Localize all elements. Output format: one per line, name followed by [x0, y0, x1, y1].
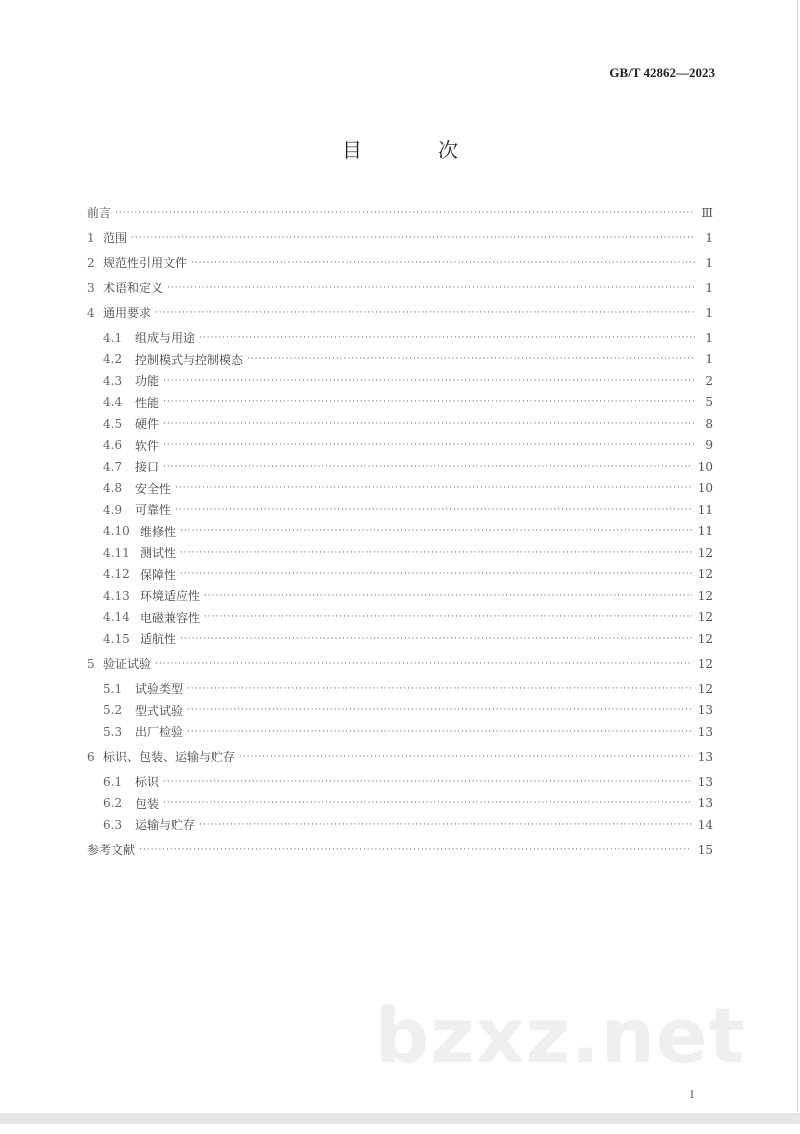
toc-leader-dots — [187, 727, 692, 737]
toc-entry-page: 12 — [697, 588, 713, 603]
toc-entry[interactable] — [87, 771, 713, 792]
toc-entry-number: 5.1 — [103, 681, 123, 696]
toc-entry-page: 12 — [697, 681, 713, 696]
toc-leader-dots — [180, 634, 692, 644]
toc-entry-title: 接口 — [135, 460, 160, 474]
toc-entry-page: 9 — [705, 438, 713, 452]
toc-entry-page: 1 — [705, 305, 713, 320]
toc-entry-title: 通用要求 — [103, 306, 152, 320]
toc-leader-dots — [163, 798, 692, 808]
toc-entry-title: 组成与用途 — [135, 331, 196, 345]
toc-entry-page: 13 — [697, 724, 713, 739]
toc-entry-page: 12 — [697, 567, 713, 581]
toc-entry[interactable] — [87, 370, 713, 391]
page-title: 目 次 — [342, 138, 486, 162]
toc-entry[interactable] — [87, 392, 713, 413]
toc-entry-number: 6.3 — [103, 817, 123, 832]
toc-entry-number: 4.12 — [103, 567, 130, 581]
toc-entry-title: 验证试验 — [103, 657, 152, 671]
toc-entry[interactable] — [87, 227, 713, 248]
toc-entry-number: 4.1 — [103, 330, 123, 345]
toc-entry[interactable] — [87, 814, 713, 835]
toc-entry-page: 12 — [697, 631, 713, 646]
watermark: bzxz.net — [375, 991, 746, 1080]
toc-entry-title: 环境适应性 — [140, 589, 201, 603]
toc-leader-dots — [175, 483, 692, 493]
toc-entry-number: 4.5 — [103, 416, 123, 431]
toc-entry-page: 1 — [705, 330, 713, 345]
toc-leader-dots — [204, 591, 692, 601]
toc-entry[interactable] — [87, 542, 713, 563]
toc-entry-number: 4.4 — [103, 395, 123, 409]
toc-entry-page: 12 — [697, 610, 713, 624]
toc-entry-number: 4.15 — [103, 631, 130, 646]
toc-leader-dots — [187, 705, 692, 715]
toc-entry[interactable] — [87, 252, 713, 273]
toc-entry-title: 适航性 — [140, 632, 177, 646]
toc-entry-title: 试验类型 — [135, 682, 184, 696]
toc-entry-number: 3 — [87, 280, 95, 295]
toc-entry-page: 12 — [697, 545, 713, 560]
toc-entry-number: 6.1 — [103, 774, 123, 789]
standard-code: GB/T 42862—2023 — [609, 65, 715, 80]
toc-entry[interactable] — [87, 564, 713, 585]
toc-entry-number: 6 — [87, 749, 95, 764]
toc-entry[interactable] — [87, 585, 713, 606]
toc-entry-page: 13 — [697, 774, 713, 789]
toc-entry-title: 可靠性 — [135, 503, 172, 517]
toc-leader-dots — [155, 308, 695, 318]
toc-entry-number: 2 — [87, 255, 95, 270]
toc-entry-number: 5.3 — [103, 724, 123, 739]
toc-leader-dots — [167, 283, 695, 293]
toc-entry-page: 13 — [697, 749, 713, 764]
toc-leader-dots — [163, 376, 695, 386]
toc-entry-number: 4.8 — [103, 481, 123, 495]
toc-entry-title: 控制模式与控制模态 — [135, 352, 244, 367]
toc-entry-title: 性能 — [135, 395, 160, 410]
toc-entry-title: 出厂检验 — [135, 725, 184, 739]
toc-entry-title: 电磁兼容性 — [140, 610, 201, 625]
toc-leader-dots — [139, 845, 692, 855]
toc-entry-title: 安全性 — [135, 481, 172, 496]
toc-entry-title: 范围 — [103, 231, 128, 245]
toc-entry[interactable] — [87, 413, 713, 434]
toc-entry-page: 1 — [705, 352, 713, 366]
toc-leader-dots — [187, 684, 692, 694]
toc-entry-page: Ⅲ — [701, 205, 713, 220]
toc-entry-title: 维修性 — [140, 524, 177, 539]
toc-entry-number: 4.9 — [103, 502, 123, 517]
toc-entry-title: 标识 — [135, 775, 160, 789]
toc-entry-title: 功能 — [135, 374, 160, 388]
toc-entry[interactable] — [87, 793, 713, 814]
toc-entry[interactable] — [87, 499, 713, 520]
toc-entry-title: 型式试验 — [135, 703, 184, 718]
toc-entry[interactable] — [87, 721, 713, 742]
toc-entry[interactable] — [87, 302, 713, 323]
toc-entry-number: 4.6 — [103, 438, 123, 452]
toc-entry-page: 10 — [697, 481, 713, 495]
toc-entry-title: 包装 — [135, 796, 160, 811]
toc-leader-dots — [115, 208, 695, 218]
toc-entry[interactable] — [87, 456, 713, 477]
toc-entry-title: 术语和定义 — [103, 281, 164, 295]
toc-entry-title: 标识、包装、运输与贮存 — [103, 750, 236, 764]
toc-entry-number: 4.10 — [103, 524, 130, 538]
toc-entry-page: 12 — [697, 656, 713, 671]
toc-entry[interactable] — [87, 327, 713, 348]
toc-entry-title: 运输与贮存 — [135, 818, 196, 832]
toc-entry-number: 4.7 — [103, 459, 123, 474]
toc-entry[interactable] — [87, 435, 713, 456]
toc-entry-title: 规范性引用文件 — [103, 256, 188, 270]
toc-entry-title: 硬件 — [135, 417, 160, 431]
toc-entry-page: 1 — [705, 230, 713, 245]
page-number: I — [690, 1090, 694, 1101]
toc-entry-title: 测试性 — [140, 546, 177, 560]
toc-entry[interactable] — [87, 628, 713, 649]
toc-leader-dots — [180, 569, 692, 579]
toc-entry-title: 软件 — [135, 438, 160, 453]
toc-entry[interactable] — [87, 607, 713, 628]
toc-entry-number: 5 — [87, 656, 95, 671]
toc-leader-dots — [204, 612, 692, 622]
toc-entry-page: 11 — [697, 524, 713, 538]
toc-entry-number: 1 — [87, 230, 95, 245]
toc-entry-number: 4.11 — [103, 545, 130, 560]
toc-entry-page: 14 — [697, 817, 713, 832]
table-of-contents — [87, 202, 713, 860]
toc-entry[interactable] — [87, 478, 713, 499]
toc-entry[interactable] — [87, 653, 713, 674]
toc-entry-number: 6.2 — [103, 796, 123, 810]
toc-entry-title: 参考文献 — [87, 843, 136, 857]
toc-entry[interactable] — [87, 700, 713, 721]
toc-entry-page: 13 — [697, 796, 713, 810]
toc-entry-number: 4 — [87, 305, 95, 320]
toc-leader-dots — [163, 419, 695, 429]
toc-entry-title: 前言 — [87, 206, 112, 220]
toc-entry-number: 5.2 — [103, 703, 123, 717]
toc-leader-dots — [163, 777, 692, 787]
toc-leader-dots — [247, 354, 695, 364]
toc-leader-dots — [199, 820, 692, 830]
toc-entry-page: 2 — [705, 373, 713, 388]
toc-entry-page: 10 — [697, 459, 713, 474]
page-separator — [0, 1113, 800, 1124]
toc-leader-dots — [180, 548, 692, 558]
toc-entry-number: 4.14 — [103, 610, 130, 624]
toc-entry-number: 4.13 — [103, 588, 130, 603]
toc-leader-dots — [180, 526, 692, 536]
toc-entry[interactable] — [87, 746, 713, 767]
toc-entry[interactable] — [87, 839, 713, 860]
toc-entry[interactable] — [87, 521, 713, 542]
toc-entry-page: 13 — [697, 703, 713, 717]
toc-entry[interactable] — [87, 202, 713, 223]
toc-entry-page: 11 — [697, 502, 713, 517]
toc-entry[interactable] — [87, 678, 713, 699]
toc-entry-page: 15 — [697, 842, 713, 857]
toc-entry-page: 1 — [705, 280, 713, 295]
toc-leader-dots — [175, 505, 692, 515]
toc-leader-dots — [163, 397, 695, 407]
toc-leader-dots — [239, 752, 692, 762]
toc-leader-dots — [155, 659, 692, 669]
toc-entry-page: 5 — [705, 395, 713, 409]
toc-entry[interactable] — [87, 277, 713, 298]
toc-leader-dots — [163, 462, 692, 472]
toc-leader-dots — [199, 333, 695, 343]
toc-entry-page: 1 — [705, 255, 713, 270]
toc-leader-dots — [163, 440, 695, 450]
toc-entry-page: 8 — [705, 416, 713, 431]
toc-leader-dots — [191, 258, 695, 268]
toc-entry-number: 4.3 — [103, 373, 123, 388]
toc-entry-title: 保障性 — [140, 567, 177, 582]
toc-leader-dots — [131, 233, 695, 243]
toc-entry[interactable] — [87, 349, 713, 370]
toc-entry-number: 4.2 — [103, 352, 123, 366]
